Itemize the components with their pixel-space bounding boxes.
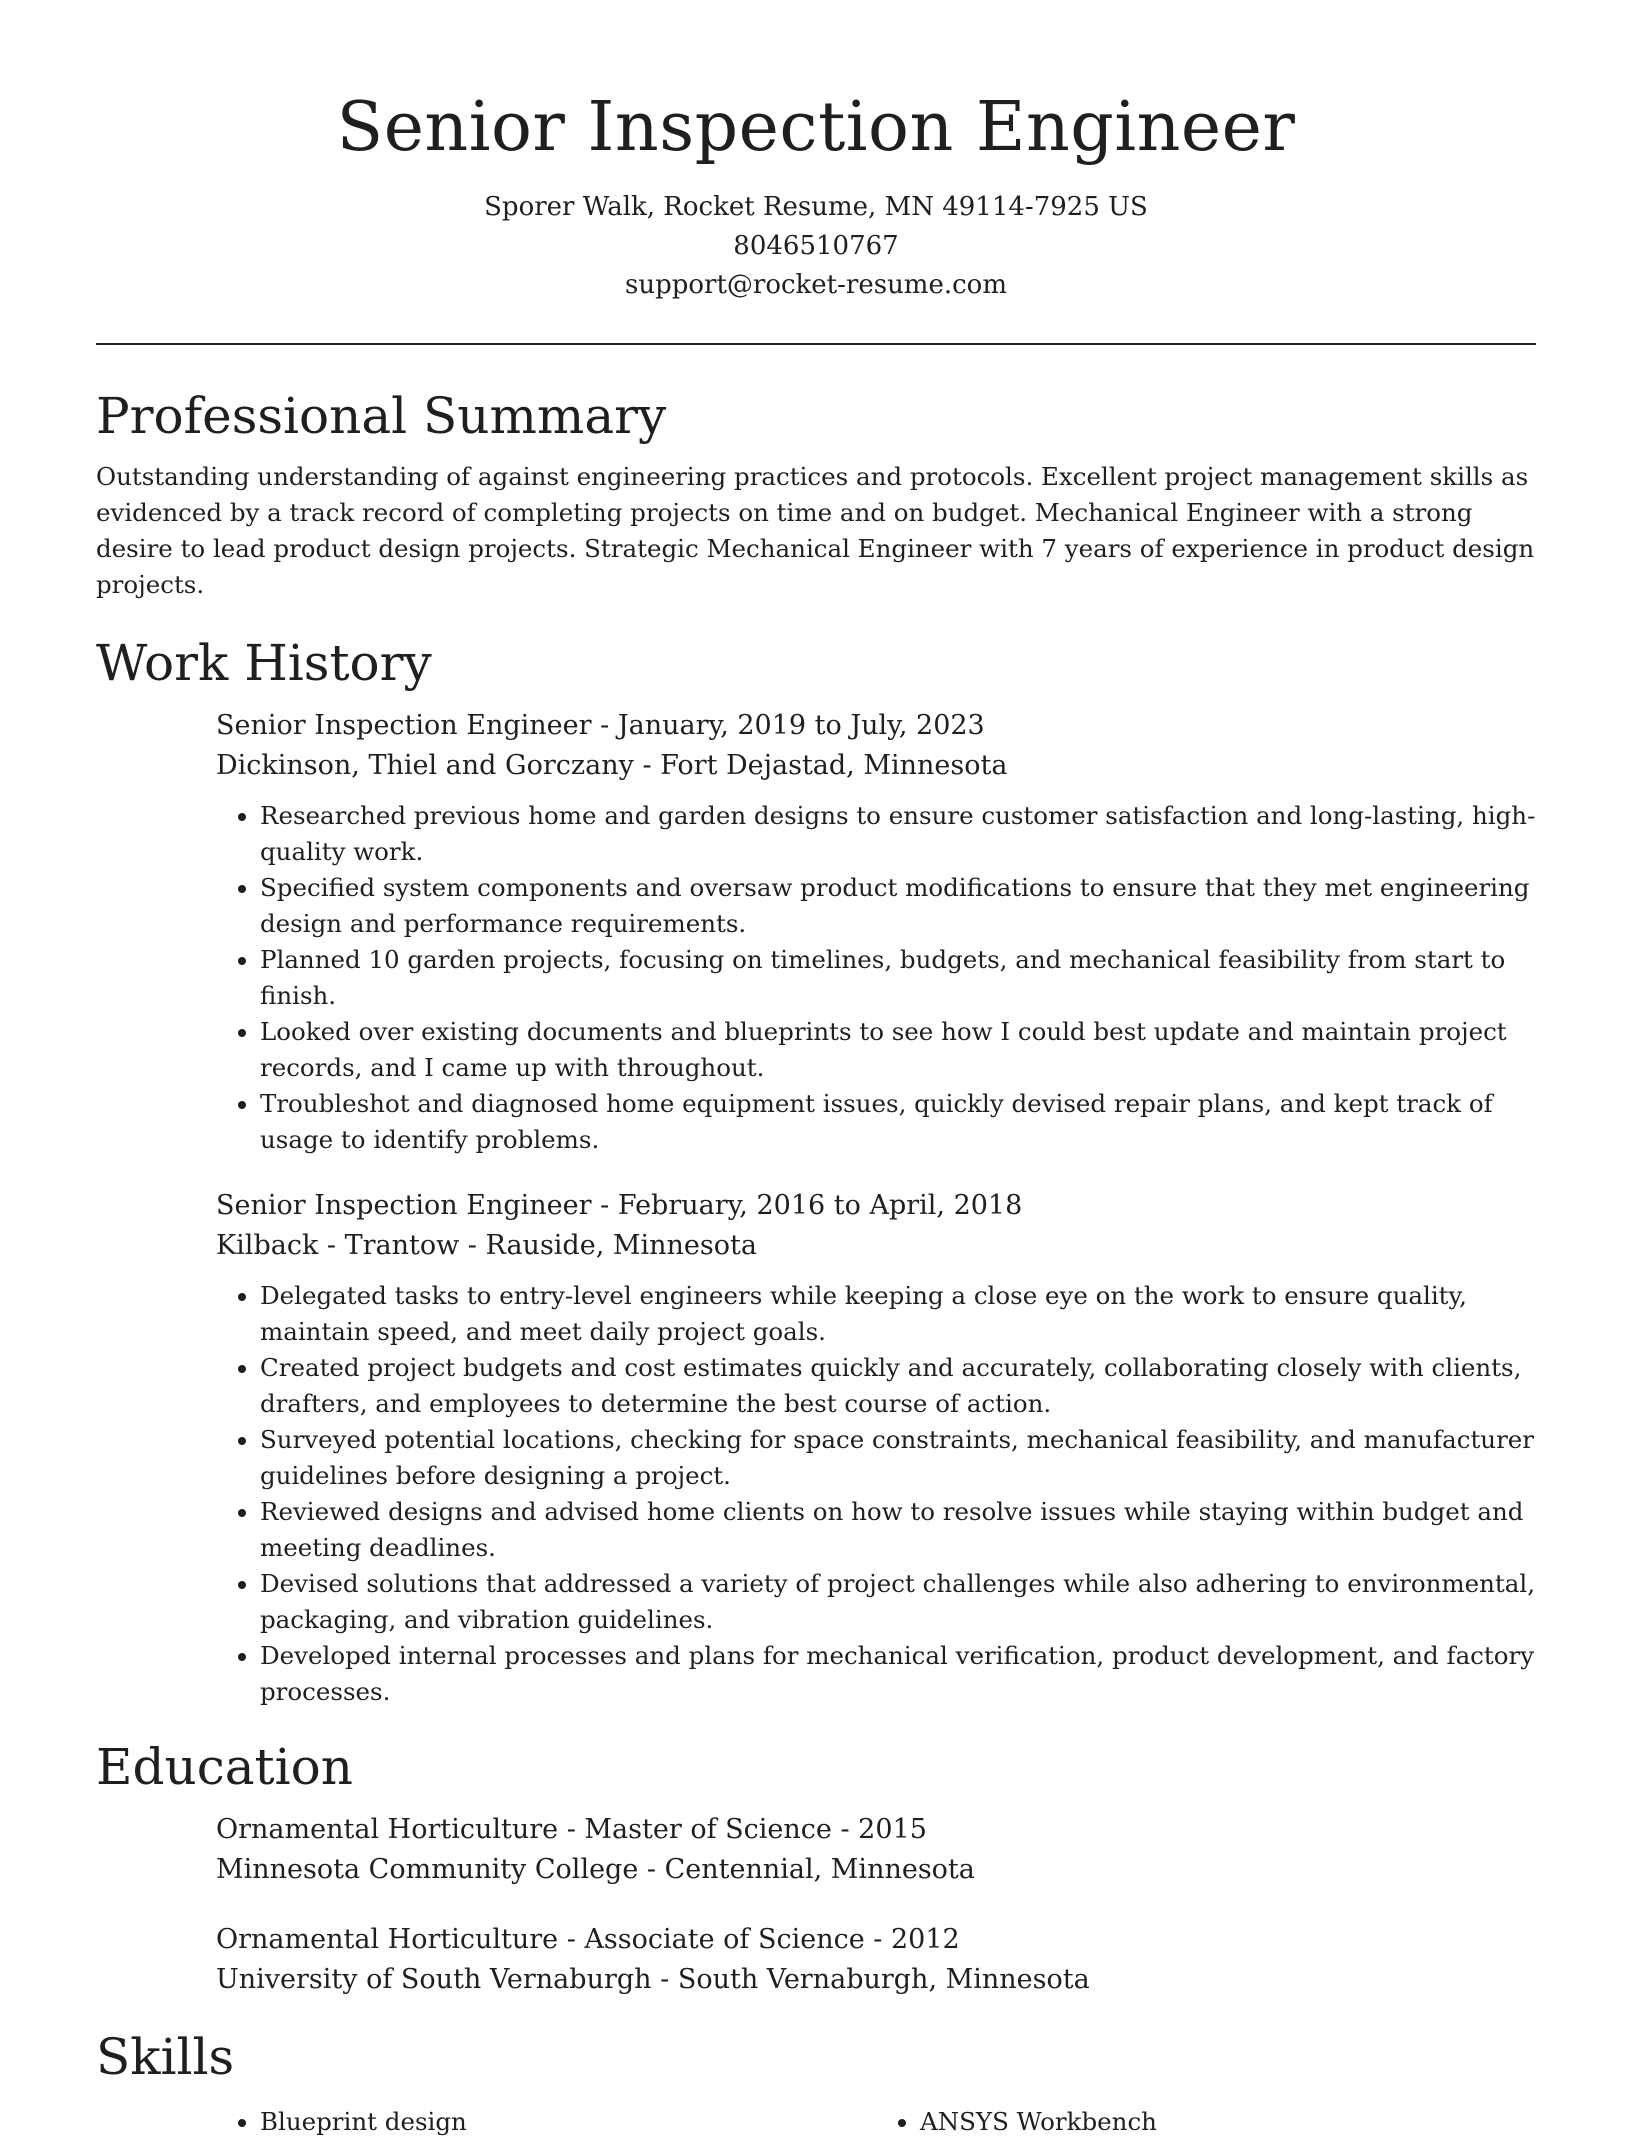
work-section <box>96 630 1536 1710</box>
list-item: • Planned 10 garden projects, focusing on timelines, budgets, and mechanical feasibility from start to finish. <box>260 942 1536 1014</box>
list-item: • Delegated tasks to entry-level engineers while keeping a close eye on the work to ensure quality, maintain speed, and meet daily project goals. <box>260 1278 1536 1350</box>
email: support@rocket-resume.com <box>624 270 1007 300</box>
skill-item: • ANSYS Workbench <box>920 2104 1536 2140</box>
job-location: - Fort Dejastad, Minnesota <box>633 750 1008 781</box>
summary-section <box>96 383 1536 603</box>
school: Minnesota Community College <box>216 1854 639 1885</box>
section-title-skills: Skills <box>96 2028 235 2086</box>
job-title-line <box>216 706 1536 746</box>
job-bullets <box>216 798 1536 1158</box>
list-item: • Created project budgets and cost estimates quickly and accurately, collaborating closely with clients, drafters, and employees to determine the best course of action. <box>260 1350 1536 1422</box>
job-role: Senior Inspection Engineer <box>216 710 592 741</box>
phone: 8046510767 <box>733 231 899 261</box>
job-bullets <box>216 1278 1536 1710</box>
school-location: - South Vernaburgh, Minnesota <box>651 1964 1090 1995</box>
education-entry <box>216 1810 1536 1890</box>
list-item: • Troubleshot and diagnosed home equipment issues, quickly devised repair plans, and kept track of usage to identify problems. <box>260 1086 1536 1158</box>
resume-header <box>96 0 1536 305</box>
degree: Ornamental Horticulture - Master of Science <box>216 1814 832 1845</box>
list-item: • Researched previous home and garden designs to ensure customer satisfaction and long-lasting, high-quality work. <box>260 798 1536 870</box>
graduation-year: - 2012 <box>864 1924 960 1955</box>
section-title-summary: Professional Summary <box>96 387 667 445</box>
summary-text: Outstanding understanding of against engineering practices and protocols. Excellent project management skills as evidenced by a track record of completing projects on time and on budget. Mechanical Engineer with a strong desire to lead product design projects. Strategic Mechanical Engineer with 7 years of experience in product design projects. <box>96 462 1535 599</box>
job-title-line <box>216 1186 1536 1226</box>
job-entry <box>216 706 1536 1158</box>
list-item: • Developed internal processes and plans for mechanical verification, product development, and factory processes. <box>260 1638 1536 1710</box>
header-divider <box>96 343 1536 345</box>
job-dates: - February, 2016 to April, 2018 <box>591 1190 1023 1221</box>
list-item: • Looked over existing documents and blueprints to see how I could best update and maintain project records, and I came up with throughout. <box>260 1014 1536 1086</box>
skills-list-left <box>216 2104 876 2140</box>
school-location: - Centennial, Minnesota <box>638 1854 975 1885</box>
job-company: Kilback - Trantow <box>216 1230 460 1261</box>
list-item: • Specified system components and oversaw product modifications to ensure that they met engineering design and performance requirements. <box>260 870 1536 942</box>
job-company-line <box>216 1226 1536 1266</box>
job-dates: - January, 2019 to July, 2023 <box>591 710 985 741</box>
skills-grid <box>216 2104 1536 2140</box>
resume-page <box>96 0 1536 2140</box>
education-section <box>96 1734 1536 2000</box>
degree-line <box>216 1810 1536 1850</box>
list-item: • Surveyed potential locations, checking for space constraints, mechanical feasibility, and manufacturer guidelines before designing a project. <box>260 1422 1536 1494</box>
job-company-line <box>216 746 1536 786</box>
section-title-work: Work History <box>96 634 432 692</box>
school-line <box>216 1850 1536 1890</box>
degree: Ornamental Horticulture - Associate of Science <box>216 1924 865 1955</box>
job-location: - Rauside, Minnesota <box>459 1230 757 1261</box>
education-entry <box>216 1920 1536 2000</box>
address: Sporer Walk, Rocket Resume, MN 49114-7925 US <box>484 192 1148 222</box>
list-item: • Reviewed designs and advised home clients on how to resolve issues while staying within budget and meeting deadlines. <box>260 1494 1536 1566</box>
skills-section <box>96 2024 1536 2140</box>
school-line <box>216 1960 1536 2000</box>
section-title-education: Education <box>96 1738 353 1796</box>
degree-line <box>216 1920 1536 1960</box>
skill-item: • Blueprint design <box>260 2104 876 2140</box>
job-company: Dickinson, Thiel and Gorczany <box>216 750 634 781</box>
job-role: Senior Inspection Engineer <box>216 1190 592 1221</box>
skills-list-right <box>876 2104 1536 2140</box>
graduation-year: - 2015 <box>831 1814 927 1845</box>
job-entry <box>216 1186 1536 1710</box>
school: University of South Vernaburgh <box>216 1964 652 1995</box>
candidate-name: Senior Inspection Engineer <box>336 88 1296 167</box>
list-item: • Devised solutions that addressed a variety of project challenges while also adhering to environmental, packaging, and vibration guidelines. <box>260 1566 1536 1638</box>
